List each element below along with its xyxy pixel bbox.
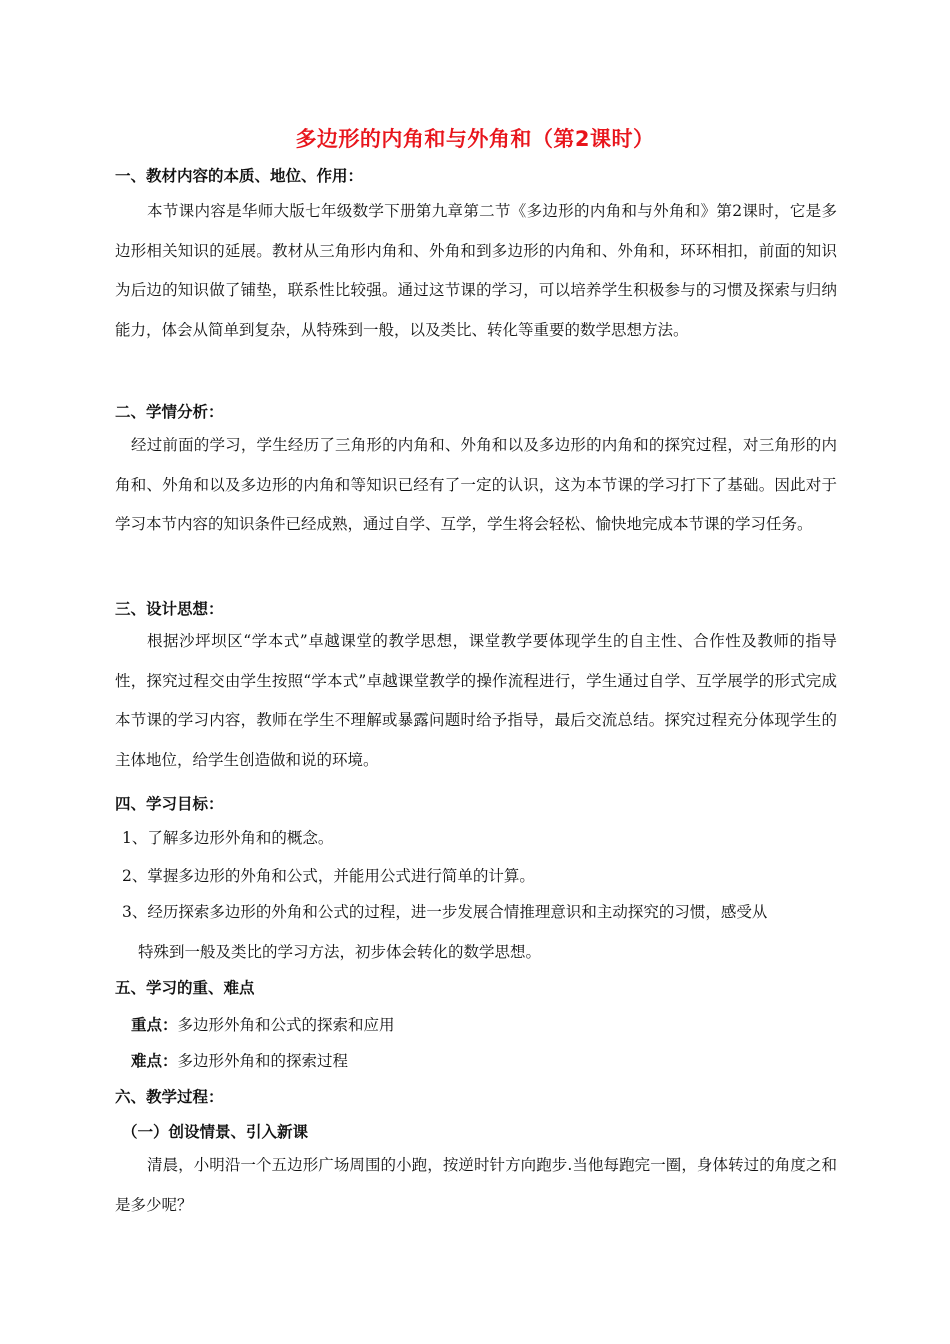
section-6-text: 清晨，小明沿一个五边形广场周围的小跑，按逆时针方向跑步.当他每跑完一圈，身体转过的角度之和是多少呢？ (115, 1156, 837, 1214)
section-1-heading: 一、教材内容的本质、地位、作用： (115, 167, 364, 185)
section-4-heading: 四、学习目标： (115, 795, 224, 813)
goal-3: 3、经历探索多边形的外角和公式的过程，进一步发展合情推理意识和主动探究的习惯，感受从 (122, 903, 768, 921)
section-3-heading: 三、设计思想： (115, 600, 224, 618)
goal-3-continued: 特殊到一般及类比的学习方法，初步体会转化的数学思想。 (138, 943, 542, 961)
difficulty-text: 多边形外角和的探索过程 (177, 1052, 349, 1070)
difficulty-line (131, 1049, 348, 1071)
goal-1: 1、了解多边形外角和的概念。 (122, 829, 334, 847)
document-title: 多边形的内角和与外角和（第2课时） (295, 127, 655, 151)
key-point-text: 多边形外角和公式的探索和应用 (177, 1016, 395, 1034)
section-6-subheading: （一）创设情景、引入新课 (122, 1123, 309, 1141)
section-1-text: 本节课内容是华师大版七年级数学下册第九章第二节《多边形的内角和与外角和》第2课时，它是多边形相关知识的延展。教材从三角形内角和、外角和到多边形的内角和、外角和，环环相扣，前面的知识为后边的知识做了铺垫，联系性比较强。通过这节课的学习，可以培养学生积极参与的习惯及探索与归纳能力，体会从简单到复杂，从特殊到一般，以及类比、转化等重要的数学思想方法。 (115, 202, 837, 339)
key-point-line (131, 1013, 395, 1035)
section-2-heading: 二、学情分析： (115, 403, 224, 421)
section-3-text: 根据沙坪坝区“学本式”卓越课堂的教学思想，课堂教学要体现学生的自主性、合作性及教师的指导性，探究过程交由学生按照“学本式”卓越课堂教学的操作流程进行，学生通过自学、互学展学的形式完成本节课的学习内容，教师在学生不理解或暴露问题时给予指导，最后交流总结。探究过程充分体现学生的主体地位，给学生创造做和说的环境。 (115, 632, 837, 769)
difficulty-label: 难点： (131, 1052, 178, 1070)
section-2-text: 经过前面的学习，学生经历了三角形的内角和、外角和以及多边形的内角和的探究过程，对三角形的内角和、外角和以及多边形的内角和等知识已经有了一定的认识，这为本节课的学习打下了基础。因此对于学习本节内容的知识条件已经成熟，通过自学、互学，学生将会轻松、愉快地完成本节课的学习任务。 (115, 436, 837, 533)
section-6-heading: 六、教学过程： (115, 1088, 224, 1106)
goal-2: 2、掌握多边形的外角和公式，并能用公式进行简单的计算。 (122, 867, 535, 885)
section-5-heading: 五、学习的重、难点 (115, 979, 255, 997)
key-point-label: 重点： (131, 1016, 178, 1034)
